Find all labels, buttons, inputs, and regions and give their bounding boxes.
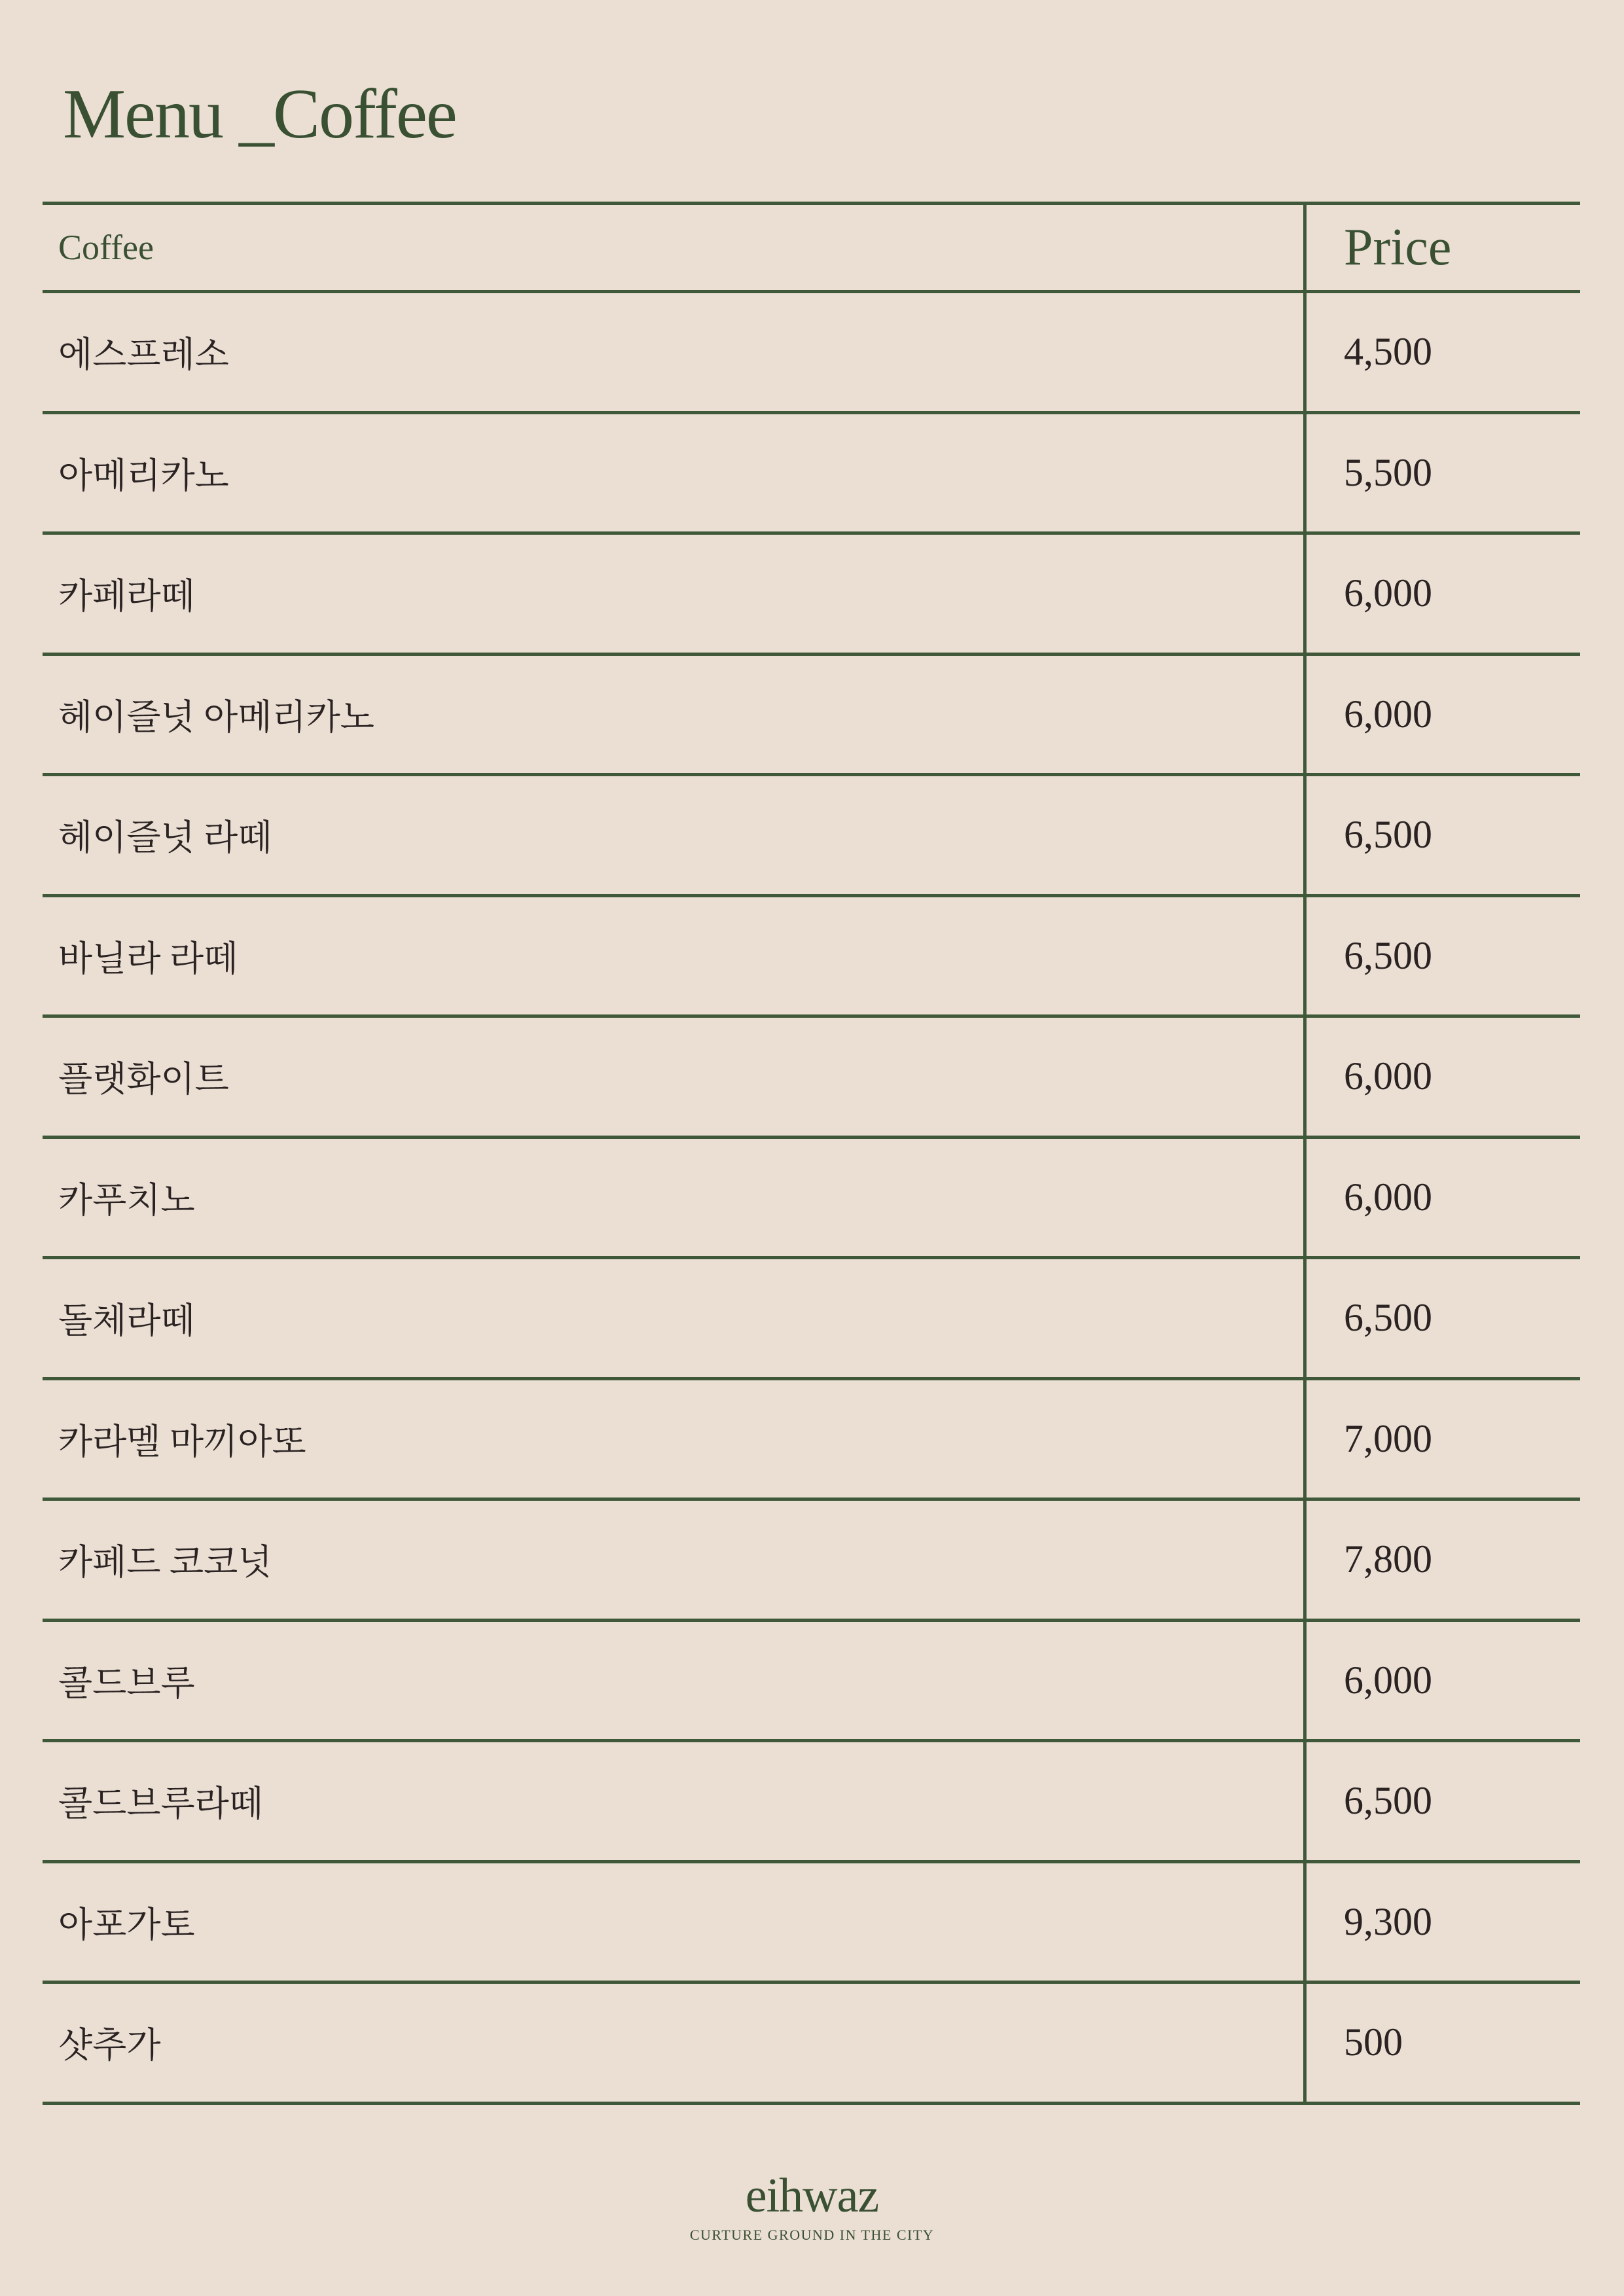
footer	[0, 2169, 1624, 2244]
menu-item-name: 콜드브루라떼	[58, 1784, 263, 1824]
menu-item-name: 돌체라떼	[58, 1301, 195, 1341]
menu-rows	[43, 293, 1580, 2105]
menu-item-price: 6,500	[1344, 1296, 1432, 1340]
menu-item-name: 바닐라 라떼	[58, 939, 238, 978]
menu-item-name: 아메리카노	[58, 456, 229, 495]
column-header-coffee: Coffee	[58, 228, 154, 267]
menu-item-price: 6,500	[1344, 1779, 1432, 1823]
menu-row	[43, 414, 1580, 535]
menu-row	[43, 1018, 1580, 1139]
menu-item-name: 샷추가	[58, 2026, 161, 2066]
menu-item-name: 헤이즐넛 아메리카노	[58, 697, 374, 737]
menu-row	[43, 535, 1580, 656]
menu-item-price: 6,000	[1344, 1175, 1432, 1219]
menu-row	[43, 1984, 1580, 2105]
menu-item-price: 4,500	[1344, 330, 1432, 374]
menu-row	[43, 1380, 1580, 1501]
menu-item-price: 6,000	[1344, 1658, 1432, 1702]
brand-tagline: CURTURE GROUND IN THE CITY	[689, 2227, 935, 2243]
menu-item-name: 카푸치노	[58, 1180, 195, 1220]
menu-item-price: 5,500	[1344, 450, 1432, 494]
menu-item-price: 6,500	[1344, 933, 1432, 977]
menu-row	[43, 656, 1580, 777]
menu-item-name: 아포가토	[58, 1905, 195, 1945]
menu-row	[43, 1139, 1580, 1260]
menu-row	[43, 293, 1580, 414]
menu-table	[43, 202, 1580, 2105]
menu-item-price: 6,500	[1344, 813, 1432, 857]
menu-item-price: 6,000	[1344, 692, 1432, 736]
menu-item-name: 에스프레소	[58, 335, 229, 375]
menu-row	[43, 1259, 1580, 1380]
menu-row	[43, 1501, 1580, 1622]
menu-item-name: 카페드 코코넛	[58, 1543, 272, 1583]
page-title: Menu _Coffee	[63, 75, 456, 153]
menu-item-price: 6,000	[1344, 1054, 1432, 1098]
menu-item-price: 7,800	[1344, 1537, 1432, 1581]
menu-item-price: 7,000	[1344, 1416, 1432, 1460]
menu-row	[43, 776, 1580, 897]
menu-item-name: 플랫화이트	[58, 1060, 229, 1100]
menu-row	[43, 1863, 1580, 1984]
menu-row	[43, 1742, 1580, 1863]
table-header-row	[43, 205, 1580, 293]
menu-item-price: 6,000	[1344, 571, 1432, 615]
menu-item-name: 헤이즐넛 라떼	[58, 818, 272, 858]
brand-logo: eihwaz	[745, 2169, 879, 2223]
menu-item-name: 카라멜 마끼아또	[58, 1422, 306, 1462]
menu-item-price: 9,300	[1344, 1899, 1432, 1943]
menu-row	[43, 1622, 1580, 1743]
menu-item-name: 카페라떼	[58, 577, 195, 617]
menu-item-price: 500	[1344, 2020, 1403, 2064]
menu-item-name: 콜드브루	[58, 1663, 195, 1703]
column-divider-line	[1303, 205, 1307, 2105]
menu-row	[43, 897, 1580, 1018]
column-header-price: Price	[1344, 218, 1452, 276]
